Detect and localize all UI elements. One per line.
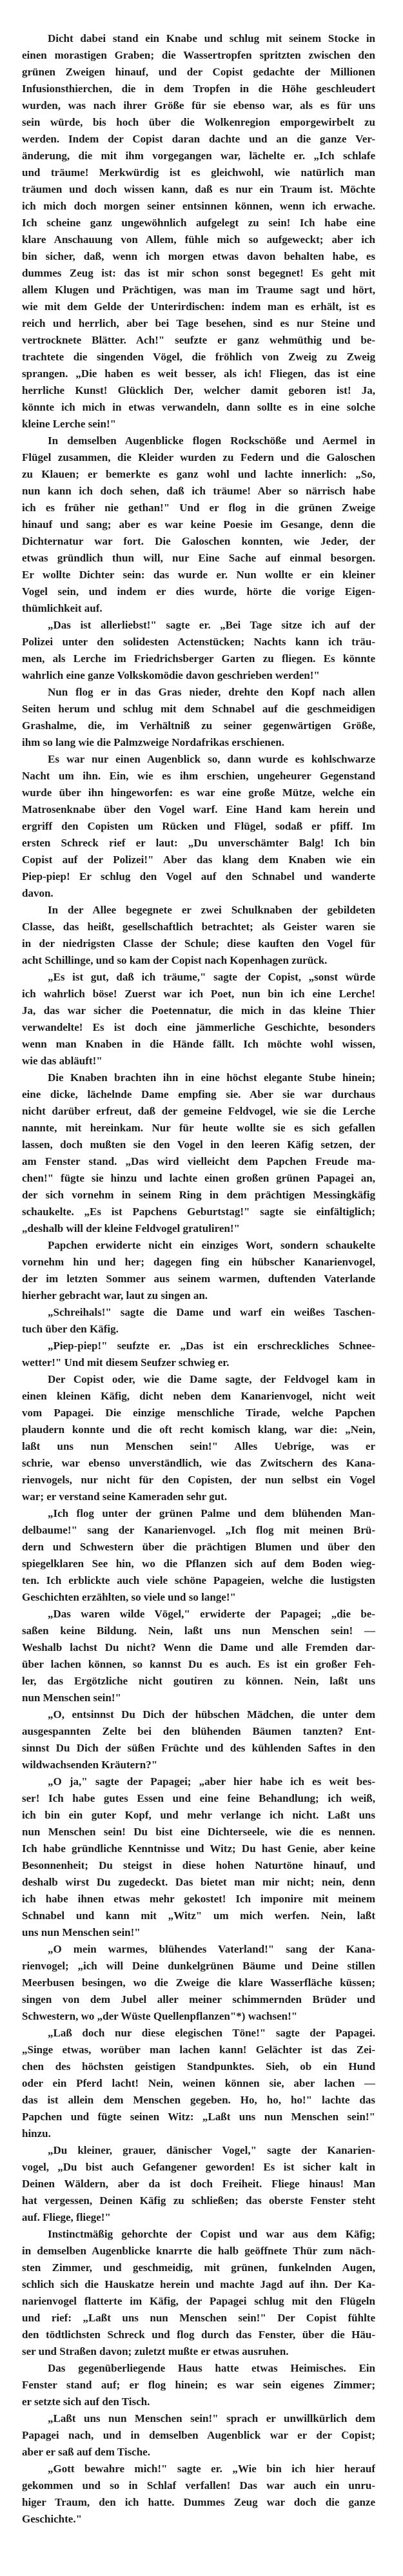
text-line: vogel, „Du bist auch Gefangener geworden! Es ist sicher kalt in: [22, 2161, 375, 2173]
text-line: hat vergessen, Deinen Käfig zu schließen; das oberste Fenster steht: [22, 2194, 375, 2207]
text-line: wetter!" Und mit diesem Seufzer schwieg er.: [22, 1356, 230, 1369]
text-line: ich wahrlich böse! Zuerst war ich Poet, nun bin ich eine Lerche!: [22, 988, 375, 1000]
paragraph: [22, 617, 375, 684]
text-line: allem Klugen und Prächtigen, was man im Traume sagt und hört,: [22, 284, 375, 296]
text-line: Geschichte.": [22, 2513, 83, 2525]
text-line: ser! Ich habe gutes Essen und eine feine Behandlung; ich weiß,: [22, 1792, 375, 1804]
text-line: rienvogel; „ich will Deine dunkelgrünen Bäume und Deine stillen: [22, 1960, 375, 1972]
text-line: ich mich doch morgen seiner entsinnen können, wenn ich erwache.: [22, 200, 375, 212]
text-line: vertrocknete Blätter. Ach!" seufzte er ganz wehmüthig und be-: [22, 334, 375, 346]
text-line: vornehm hin und her; dagegen fing ein hübscher Kanarienvogel,: [22, 1256, 375, 1268]
paragraph: [22, 1773, 375, 1941]
text-line: kleine Lerche sein!": [22, 418, 117, 430]
text-line: Nun flog er in das Gras nieder, drehte den Kopf nach allen: [48, 686, 375, 698]
text-line: ten. Ich erblickte auch viele schöne Papageien, welche die lustigsten: [22, 1574, 375, 1586]
text-line: grünen Zweigen hinauf, und der Copist gedachte der Millionen: [22, 66, 375, 78]
text-line: hinzu.: [22, 2127, 51, 2140]
text-line: in demselben Augenblicke knarrte die halb geöffnete Thür zum näch-: [22, 2245, 375, 2257]
text-line: eine dicke, lächelnde Dame empfing sie. Aber sie war durchaus: [22, 1088, 375, 1100]
text-line: Papchen erwiderte nicht ein einziges Wort, sondern schaukelte: [48, 1239, 375, 1251]
text-line: „Laßt uns nun Menschen sein!" sprach er unwillkürlich dem: [48, 2412, 375, 2425]
text-line: reich und herrlich, aber bei Tage besehen, sind es nur Steine und: [22, 317, 375, 329]
paragraph: [22, 684, 375, 751]
text-line: einen morastigen Graben; die Wassertropfen spritzten zwischen den: [22, 49, 375, 61]
text-line: laßt uns nun Menschen sein!" Alles Uebrige, was er: [22, 1440, 375, 1452]
text-line: träumen und doch wissen kann, daß es nur ein Traum ist. Möchte: [22, 183, 375, 195]
text-line: Instinctmäßig gehorchte der Copist und war aus dem Käfig;: [48, 2228, 375, 2240]
text-line: und rief: „Laßt uns nun Menschen sein!" Der Copist fühlte: [22, 2312, 375, 2324]
text-line: schaukelte. „Es ist Papchens Geburtstag!" sagte sie einfältiglich;: [22, 1205, 375, 1218]
text-line: Ich scheine ganz ungewöhnlich aufgelegt zu sein! Ich habe eine: [22, 217, 375, 229]
text-line: „Es ist gut, daß ich träume," sagte der Copist, „sonst würde: [48, 971, 375, 983]
paragraph: [22, 1706, 375, 1773]
text-line: wie das abläuft!": [22, 1055, 103, 1067]
text-line: werden. Indem der Copist daran dachte und an die ganze Ver-: [22, 133, 375, 145]
text-line: ich habe ihnen etwas mehr gekostet! Ich imponire mit meinem: [22, 1893, 375, 1905]
text-line: Er wollte Dichter sein: das wurde er. Nun wollte er ein kleiner: [22, 569, 375, 581]
text-line: Polizei unter den solidesten Actenstücken; Nachts kann ich träu-: [22, 636, 375, 648]
text-line: verwandelte! Es ist doch eine jämmerliche Geschichte, besonders: [22, 1021, 375, 1033]
text-line: chen des höchsten geistigen Standpunktes. Sieh, ob ein Hund: [22, 2060, 375, 2073]
text-line: In demselben Augenblicke flogen Rockschöße und Aermel in: [48, 434, 375, 447]
text-line: das ist allein dem Menschen gegeben. Ho, ho, ho!" lachte das: [22, 2094, 375, 2106]
book-page-text: [22, 30, 375, 2528]
text-line: nicht darüber erfreut, daß der gemeine Feldvogel, wie sie die Lerche: [22, 1105, 375, 1117]
text-line: wenn man Knaben in die Hände fällt. Ich möchte wohl wissen,: [22, 1038, 375, 1050]
text-line: Dicht dabei stand ein Knabe und schlug mit seinem Stocke in: [48, 32, 375, 44]
text-line: Flügel zusammen, die Kleider wurden zu Federn und die Galoschen: [22, 451, 375, 463]
text-line: nannte, mit hereinkam. Nur für heute wollte sie es sich gefallen: [22, 1122, 375, 1134]
text-line: thümlichkeit auf.: [22, 602, 103, 614]
paragraph: [22, 1338, 375, 1371]
text-line: Die Knaben brachten ihn in eine höchst elegante Stube hinein;: [48, 1071, 375, 1084]
text-line: gekommen und so in Schlaf verfallen! Das war auch ein unru-: [22, 2479, 375, 2492]
text-line: trachtete die singenden Vögel, die fröhlich von Zweig zu Zweig: [22, 351, 375, 363]
text-line: vom Papagei. Die einzige menschliche Tirade, welche Papchen: [22, 1407, 375, 1419]
text-line: Seiten herum und schlug mit dem Schnabel auf die geschmeidigen: [22, 703, 375, 715]
text-line: schlich sich die Hauskatze herein und machte Jagd auf ihn. Der Ka-: [22, 2278, 375, 2290]
text-line: und träume! Merkwürdig ist es gleichwohl, wie natürlich man: [22, 166, 375, 179]
text-line: uns nun Menschen sein!": [22, 1926, 141, 1938]
text-line: Geschichten erzählten, so viele und so lange!": [22, 1591, 236, 1603]
text-line: „O mein warmes, blühendes Vaterland!" sang der Kana-: [48, 1943, 375, 1955]
text-line: etwas gründlich thun will, nur Eine Sache auf einmal besorgen.: [22, 552, 375, 564]
text-line: rienvogels, nur nicht für den Copisten, der nun selbst ein Vogel: [22, 1474, 375, 1486]
text-line: Dichternatur war fort. Die Galoschen konnten, wie Jeder, der: [22, 535, 375, 547]
text-line: men, als Lerche im Friedrichsberger Garten zu fliegen. Es könnte: [22, 652, 375, 665]
text-line: zu Klauen; er bemerkte es ganz wohl und lachte innerlich: „So,: [22, 468, 375, 480]
text-line: sprangen. „Die haben es weit besser, als ich! Fliegen, das ist eine: [22, 367, 375, 380]
text-line: in der niedrigsten Classe der Schule; diese kauften den Vogel für: [22, 937, 375, 950]
paragraph: [22, 2226, 375, 2360]
paragraph: [22, 1237, 375, 1304]
text-line: der sich vornehm in seinem Ring in dem prächtigen Messingkäfig: [22, 1189, 375, 1201]
text-line: „Gott bewahre mich!" sagte er. „Wie bin ich hier herauf: [48, 2463, 375, 2475]
paragraph: [22, 1941, 375, 2025]
text-line: „Laß doch nur diese elegischen Töne!" sagte der Papagei.: [48, 2027, 375, 2039]
text-line: ausgespannten Zelte bei den blühenden Bäumen tanzten? Ent-: [22, 1725, 375, 1737]
text-line: davon.: [22, 887, 54, 899]
text-line: wurden, was nach ihrer Größe für sie ebenso war, als es für uns: [22, 99, 375, 112]
text-line: Der Copist oder, wie die Dame sagte, der Feldvogel kam in: [48, 1373, 375, 1385]
text-line: schrie, war ebenso unverständlich, wie das Zwitschern des Kana-: [22, 1457, 375, 1469]
paragraph: [22, 2360, 375, 2410]
text-line: Ja, das war sicher die Poetennatur, die mich in das kleine Thier: [22, 1004, 375, 1017]
text-line: könnte ich mich in etwas verwandeln, dann sollte es in eine solche: [22, 401, 375, 413]
paragraph: [22, 433, 375, 617]
text-line: tuch über den Käfig.: [22, 1323, 119, 1335]
paragraph: [22, 1069, 375, 1237]
text-line: ergriff den Copisten um Rücken und Flügel, sodaß er pfiff. Im: [22, 820, 375, 832]
text-line: wahrlich eine ganze Volkskomödie davon geschrieben werden!": [22, 669, 320, 681]
text-line: wildwachsenden Kräutern?": [22, 1759, 158, 1771]
text-line: singen von dem Jubel aller meiner schimmernden Brüder und: [22, 1993, 375, 2005]
text-line: Matrosenknabe über den Vogel warf. Eine Hand kam herein und: [22, 803, 375, 815]
text-line: Classe, das heißt, gesellschaftlich betrachtet; als Geister waren sie: [22, 921, 375, 933]
paragraph: [22, 751, 375, 902]
text-line: „deshalb will der kleine Feldvogel gratuliren!": [22, 1222, 240, 1234]
text-line: wurde über ihn hingeworfen: es war eine große Mütze, welche ein: [22, 786, 375, 799]
text-line: „Das waren wilde Vögel," erwiderte der Papagei; „die be-: [48, 1608, 375, 1620]
text-line: „O ja," sagte der Papagei; „aber hier habe ich es weit bes-: [48, 1775, 375, 1788]
text-line: herrliche Kunst! Glücklich Der, welcher damit geboren ist! Ja,: [22, 384, 375, 396]
text-line: sinnst Du Dich der süßen Früchte und des kühlenden Saftes in den: [22, 1742, 375, 1754]
text-line: Grashalme, die, im Verhältniß zu seiner gegenwärtigen Größe,: [22, 719, 375, 732]
text-line: Es war nur einen Augenblick so, dann wurde es kohlschwarze: [48, 753, 375, 765]
text-line: deshalb wirst Du zugedeckt. Das bietet man mir nicht; nein, denn: [22, 1876, 375, 1888]
text-line: Nacht um ihn. Ein, wie es ihm erschien, ungeheurer Gegenstand: [22, 770, 375, 782]
text-line: Ich habe gründliche Kenntnisse und Witz; Du hast Genie, aber keine: [22, 1842, 375, 1855]
text-line: aber er saß auf dem Tische.: [22, 2446, 150, 2458]
text-line: „Du kleiner, grauer, dänischer Vogel," sagte der Kanarien-: [48, 2144, 375, 2156]
paragraph: [22, 2025, 375, 2142]
text-line: Das gegenüberliegende Haus hatte etwas Heimisches. Ein: [48, 2362, 375, 2374]
text-line: klare Anschauung von Allem, fühle mich so aufgeweckt; aber ich: [22, 233, 375, 246]
paragraph: [22, 2410, 375, 2461]
text-line: sein würde, bis hoch über die Wolkenregion emporgewirbelt zu: [22, 116, 375, 128]
text-line: Infusionsthierchen, die in dem Tropfen in die Höhe geschleudert: [22, 83, 375, 95]
text-line: war; er verstand seine Kameraden sehr gut.: [22, 1490, 228, 1503]
text-line: „Schreihals!" sagte die Dame und warf ein weißes Taschen-: [48, 1306, 375, 1318]
text-line: higer Traum, den ich hatte. Dummes Zeug war doch die ganze: [22, 2496, 375, 2508]
text-line: dummes Zeug ist: das ist mir schon sonst begegnet! Es geht mit: [22, 267, 375, 279]
text-line: über lachen können, so kannst Du es auch. Es ist ein großer Feh-: [22, 1658, 375, 1670]
text-line: auf. Fliege, fliege!": [22, 2211, 111, 2223]
text-line: ihm so lang wie die Palmzweige Nordafrikas erschienen.: [22, 736, 285, 748]
text-line: chen!" fügte sie hinzu und lachte einen großen grünen Papagei an,: [22, 1172, 375, 1184]
text-line: Vogel sein, und indem er dies wurde, hörte die vorige Eigen-: [22, 585, 375, 598]
text-line: acht Schillinge, und so kam der Copist nach Kopenhagen zurück.: [22, 954, 328, 966]
text-line: bin sicher, daß, wenn ich morgen etwas davon behalten habe, es: [22, 250, 375, 262]
paragraph: [22, 2142, 375, 2226]
paragraph: [22, 1371, 375, 1505]
paragraph: [22, 902, 375, 969]
text-line: plaudern konnte und die oft recht komisch klang, war die: „Nein,: [22, 1423, 375, 1436]
text-line: In der Allee begegnete er zwei Schulknaben der gebildeten: [48, 904, 375, 916]
text-line: ersten Schreck rief er laut: „Du unverschämter Balg! Ich bin: [22, 837, 375, 849]
text-line: Schnabel und kann mit „Witz" um mich werfen. Nein, laßt: [22, 1909, 375, 1922]
text-line: lassen, doch mußten sie den Vogel in den leeren Käfig setzen, der: [22, 1138, 375, 1151]
text-line: ich bin ein guter Kopf, und mehr verlange ich nicht. Laßt uns: [22, 1809, 375, 1821]
text-line: „Piep-piep!" seufzte er. „Das ist ein erschreckliches Schnee-: [48, 1340, 375, 1352]
text-line: änderung, die mit ihm vorgegangen war, lächelte er. „Ich schlafe: [22, 150, 375, 162]
text-line: „Singe etwas, worüber man lachen kann! Gelächter ist das Zei-: [22, 2044, 375, 2056]
text-line: hinauf und sang; aber es war keine Poesie im Gesange, denn die: [22, 518, 375, 531]
text-line: Fenster stand auf; er flog hinein; es war sein eigenes Zimmer;: [22, 2379, 375, 2391]
text-line: hierher gebracht war, laut zu singen an.: [22, 1289, 208, 1302]
text-line: Copist auf der Polizei!" Aber das klang dem Knaben wie ein: [22, 854, 375, 866]
paragraph: [22, 1505, 375, 1606]
text-line: Papchen und fügte seinen Witz: „Laßt uns nun Menschen sein!": [22, 2111, 375, 2123]
text-line: am Fenster stand. „Das wird vielleicht dem Papchen Freude ma-: [22, 1155, 375, 1167]
text-line: der im letzten Sommer aus seinem warmen, duftenden Vaterlande: [22, 1273, 375, 1285]
text-line: spiegelklaren See hin, wo die Pflanzen sich auf dem Boden wieg-: [22, 1557, 375, 1570]
text-line: dern und Schwestern über die prächtigen Blumen und über den: [22, 1541, 375, 1553]
text-line: Meerbusen besingen, wo die Zweige die klare Wasserfläche küssen;: [22, 1976, 375, 1989]
paragraph: [22, 1304, 375, 1338]
text-line: einen kleinen Käfig, dicht neben dem Kanarienvogel, nicht weit: [22, 1390, 375, 1402]
text-line: „Ich flog unter der grünen Palme und dem blühenden Man-: [48, 1507, 375, 1519]
text-line: nun Menschen sein!": [22, 1692, 121, 1704]
text-line: Piep-piep! Er schlug den Vogel auf den Schnabel und wanderte: [22, 870, 375, 883]
text-line: sten Zimmer, und geschmeidig, mit grünen, funkelnden Augen,: [22, 2261, 375, 2274]
text-line: Besonnenheit; Du steigst in diese hohen Naturtöne hinauf, und: [22, 1859, 375, 1871]
text-line: „O, entsinnst Du Dich der hübschen Mädchen, die unter dem: [48, 1708, 375, 1721]
paragraph: [22, 969, 375, 1069]
text-line: ler, das Ergötzliche nicht goutiren zu können. Nein, laßt uns: [22, 1675, 375, 1687]
text-line: nun kann ich doch sehen, daß ich träume! Aber so närrisch habe: [22, 485, 375, 497]
paragraph: [22, 30, 375, 433]
paragraph: [22, 2461, 375, 2528]
text-line: Schwestern, wo „der Wüste Quellenpflanzen"*) wachsen!": [22, 2010, 298, 2022]
text-line: ich es früher nie gethan!" Und er flog in die grünen Zweige: [22, 502, 375, 514]
text-line: narienvogel flatterte im Käfig, der Papagei schlug mit den Flügeln: [22, 2295, 375, 2307]
text-line: wie mit dem Gelde der Unterirdischen: indem man es erhält, ist es: [22, 300, 375, 313]
text-line: oder ein Pferd lacht! Nein, weinen können sie, aber lachen —: [22, 2077, 375, 2089]
text-line: den tödtlichsten Schreck und flog durch das Fenster, über die Häu-: [22, 2328, 375, 2341]
paragraph: [22, 1606, 375, 1706]
text-line: Weshalb lachst Du nicht? Wenn die Dame und alle Fremden dar-: [22, 1641, 375, 1654]
text-line: nun Menschen sein! Du bist eine Dichterseele, wie die es nennen.: [22, 1826, 375, 1838]
text-line: er setzte sich auf den Tisch.: [22, 2395, 150, 2408]
text-line: ser und Straßen davon; zuletzt mußte er etwas ausruhen.: [22, 2345, 289, 2357]
text-line: Papagei nach, und in demselben Augenblick war er der Copist;: [22, 2429, 375, 2441]
text-line: Deinen Wäldern, aber da ist doch Freiheit. Fliege hinaus! Man: [22, 2178, 375, 2190]
text-line: delbaume!" sang der Kanarienvogel. „Ich flog mit meinen Brü-: [22, 1524, 375, 1536]
text-line: „Das ist allerliebst!" sagte er. „Bei Tage sitze ich auf der: [48, 619, 375, 631]
text-line: saßen keine Bildung. Nein, laßt uns nun Menschen sein! —: [22, 1625, 375, 1637]
